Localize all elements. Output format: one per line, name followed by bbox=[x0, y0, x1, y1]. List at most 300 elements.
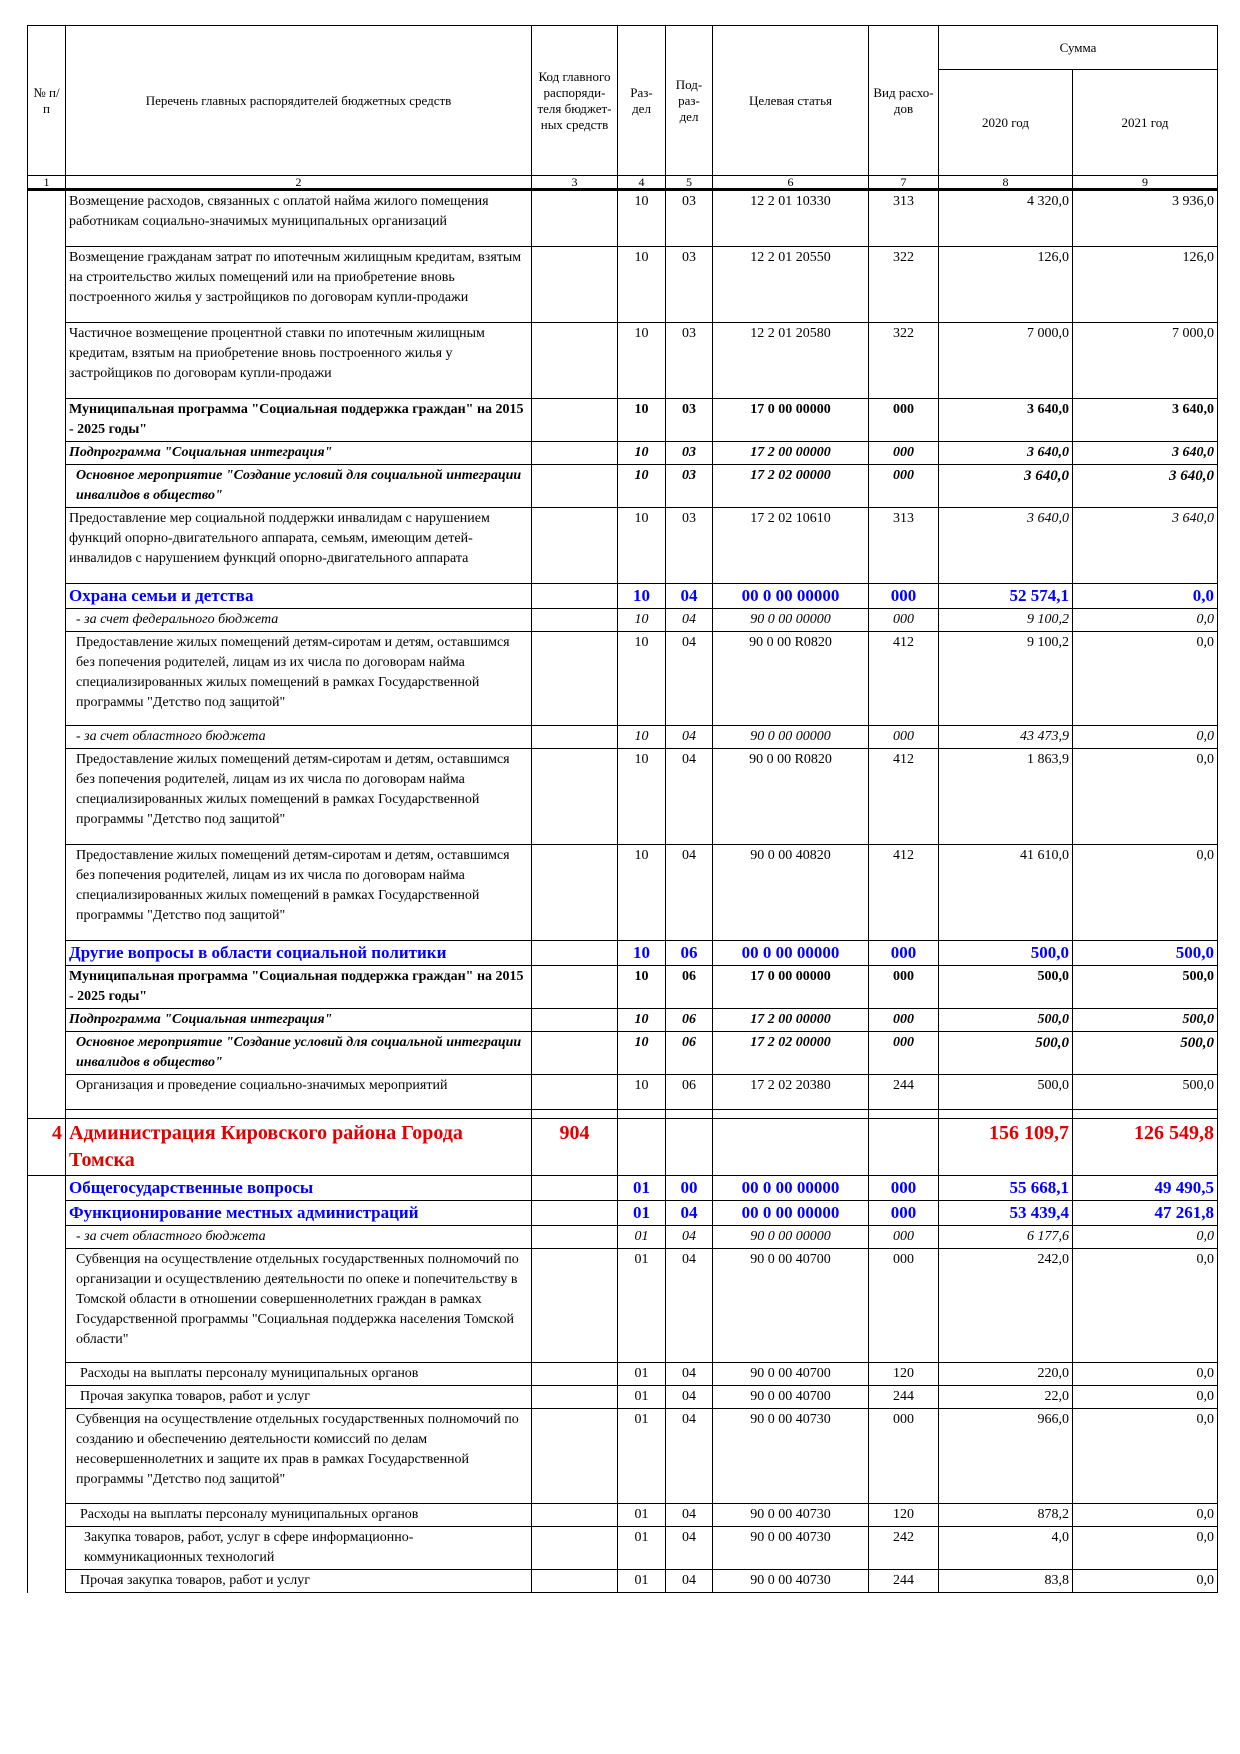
row-kind: 000 bbox=[869, 1226, 939, 1249]
row-num-cell bbox=[28, 749, 66, 845]
row-target: 90 0 00 40700 bbox=[713, 1249, 869, 1363]
row-code bbox=[532, 1249, 618, 1363]
row-sum-2020: 3 640,0 bbox=[939, 508, 1073, 584]
row-target: 00 0 00 00000 bbox=[713, 941, 869, 966]
row-name: Частичное возмещение процентной ставки по ипотечным жилищным кредитам, взятым на приобретение вновь построенного жилья у застройщиков по договорам купли-продажи bbox=[66, 323, 532, 399]
row-sum-2021: 0,0 bbox=[1073, 726, 1218, 749]
row-podrazdel: 04 bbox=[666, 1570, 713, 1593]
row-sum-2020: 4,0 bbox=[939, 1527, 1073, 1570]
table-row bbox=[28, 1226, 1218, 1249]
row-sum-2021: 500,0 bbox=[1073, 941, 1218, 966]
row-name: - за счет федерального бюджета bbox=[66, 609, 532, 632]
row-kind: 000 bbox=[869, 726, 939, 749]
row-sum-2020: 500,0 bbox=[939, 1009, 1073, 1032]
row-razdel: 01 bbox=[618, 1176, 666, 1201]
row-code bbox=[532, 323, 618, 399]
row-razdel: 01 bbox=[618, 1201, 666, 1226]
row-sum-2020: 220,0 bbox=[939, 1363, 1073, 1386]
row-code bbox=[532, 1226, 618, 1249]
row-target: 90 0 00 40730 bbox=[713, 1570, 869, 1593]
row-num-cell bbox=[28, 1009, 66, 1032]
row-sum-2020: 9 100,2 bbox=[939, 609, 1073, 632]
empty-cell bbox=[869, 1119, 939, 1176]
row-target: 90 0 00 00000 bbox=[713, 726, 869, 749]
row-podrazdel: 04 bbox=[666, 1226, 713, 1249]
row-sum-2021: 3 640,0 bbox=[1073, 465, 1218, 508]
row-razdel: 10 bbox=[618, 1032, 666, 1075]
row-target: 12 2 01 10330 bbox=[713, 190, 869, 247]
col-number: 2 bbox=[66, 176, 532, 190]
row-name: Общегосударственные вопросы bbox=[66, 1176, 532, 1201]
row-podrazdel: 06 bbox=[666, 1032, 713, 1075]
row-sum-2020: 83,8 bbox=[939, 1570, 1073, 1593]
row-name: Муниципальная программа "Социальная поддержка граждан" на 2015 - 2025 годы" bbox=[66, 966, 532, 1009]
row-code bbox=[532, 508, 618, 584]
admin-2021: 126 549,8 bbox=[1073, 1119, 1218, 1176]
row-name: Возмещение расходов, связанных с оплатой найма жилого помещения работникам социально-значимых муниципальных организаций bbox=[66, 190, 532, 247]
row-sum-2020: 500,0 bbox=[939, 1032, 1073, 1075]
row-name: Прочая закупка товаров, работ и услуг bbox=[66, 1386, 532, 1409]
row-sum-2021: 0,0 bbox=[1073, 1226, 1218, 1249]
row-num-cell bbox=[28, 1201, 66, 1226]
budget-table bbox=[27, 25, 1218, 1593]
row-razdel: 01 bbox=[618, 1363, 666, 1386]
row-sum-2020: 22,0 bbox=[939, 1386, 1073, 1409]
col-num-header: № п/п bbox=[28, 26, 66, 176]
row-num-cell bbox=[28, 323, 66, 399]
row-target: 90 0 00 R0820 bbox=[713, 749, 869, 845]
row-sum-2020: 3 640,0 bbox=[939, 399, 1073, 442]
table-row bbox=[28, 399, 1218, 442]
row-target: 17 0 00 00000 bbox=[713, 966, 869, 1009]
row-code bbox=[532, 966, 618, 1009]
table-row bbox=[28, 609, 1218, 632]
row-razdel: 01 bbox=[618, 1570, 666, 1593]
row-sum-2021: 0,0 bbox=[1073, 632, 1218, 726]
row-kind: 322 bbox=[869, 247, 939, 323]
row-razdel: 10 bbox=[618, 632, 666, 726]
table-row bbox=[28, 1527, 1218, 1570]
row-num-cell bbox=[28, 442, 66, 465]
row-sum-2021: 500,0 bbox=[1073, 1032, 1218, 1075]
col-number: 1 bbox=[28, 176, 66, 190]
row-sum-2020: 500,0 bbox=[939, 1075, 1073, 1110]
row-sum-2020: 9 100,2 bbox=[939, 632, 1073, 726]
row-code bbox=[532, 1570, 618, 1593]
admin-num: 4 bbox=[28, 1119, 66, 1176]
row-kind: 120 bbox=[869, 1363, 939, 1386]
admin-name: Администрация Кировского района Города Томска bbox=[66, 1119, 532, 1176]
row-code bbox=[532, 1504, 618, 1527]
table-row bbox=[28, 726, 1218, 749]
row-podrazdel: 04 bbox=[666, 726, 713, 749]
admin-code: 904 bbox=[532, 1119, 618, 1176]
row-sum-2020: 6 177,6 bbox=[939, 1226, 1073, 1249]
row-code bbox=[532, 1386, 618, 1409]
table-row bbox=[28, 1363, 1218, 1386]
row-code bbox=[532, 749, 618, 845]
row-num-cell bbox=[28, 726, 66, 749]
header-row-1 bbox=[28, 26, 1218, 70]
row-podrazdel: 04 bbox=[666, 1409, 713, 1504]
row-name: - за счет областного бюджета bbox=[66, 1226, 532, 1249]
col-code-header: Код главного распоряди-теля бюджет-ных средств bbox=[532, 26, 618, 176]
row-sum-2020: 500,0 bbox=[939, 941, 1073, 966]
table-row bbox=[28, 941, 1218, 966]
col-razdel-header: Раз-дел bbox=[618, 26, 666, 176]
row-kind: 412 bbox=[869, 749, 939, 845]
row-target: 00 0 00 00000 bbox=[713, 1201, 869, 1226]
row-target: 00 0 00 00000 bbox=[713, 1176, 869, 1201]
row-target: 12 2 01 20580 bbox=[713, 323, 869, 399]
col-number: 3 bbox=[532, 176, 618, 190]
row-num-cell bbox=[28, 508, 66, 584]
row-razdel: 01 bbox=[618, 1504, 666, 1527]
admin-2020: 156 109,7 bbox=[939, 1119, 1073, 1176]
row-sum-2020: 52 574,1 bbox=[939, 584, 1073, 609]
row-sum-2021: 3 936,0 bbox=[1073, 190, 1218, 247]
row-razdel: 10 bbox=[618, 749, 666, 845]
row-sum-2020: 126,0 bbox=[939, 247, 1073, 323]
row-name: Возмещение гражданам затрат по ипотечным жилищным кредитам, взятым на строительство жилых помещений или на приобретение вновь построенного жилья у застройщиков по договорам купли-продажи bbox=[66, 247, 532, 323]
row-sum-2020: 55 668,1 bbox=[939, 1176, 1073, 1201]
row-code bbox=[532, 941, 618, 966]
row-razdel: 10 bbox=[618, 609, 666, 632]
col-number: 5 bbox=[666, 176, 713, 190]
row-podrazdel: 04 bbox=[666, 1201, 713, 1226]
row-podrazdel: 03 bbox=[666, 465, 713, 508]
row-name: Предоставление жилых помещений детям-сиротам и детям, оставшимся без попечения родителей, лицам из их числа по договорам найма специализированных жилых помещений в рамках Государственной программы "Детство под защитой" bbox=[66, 749, 532, 845]
row-sum-2021: 0,0 bbox=[1073, 1386, 1218, 1409]
row-podrazdel: 04 bbox=[666, 1386, 713, 1409]
row-sum-2021: 500,0 bbox=[1073, 966, 1218, 1009]
row-sum-2020: 4 320,0 bbox=[939, 190, 1073, 247]
admin-row bbox=[28, 1119, 1218, 1176]
table-body-section-3 bbox=[28, 190, 1218, 1110]
table-row bbox=[28, 749, 1218, 845]
row-kind: 000 bbox=[869, 399, 939, 442]
row-target: 90 0 00 00000 bbox=[713, 609, 869, 632]
empty-cell bbox=[618, 1119, 666, 1176]
row-name: Субвенция на осуществление отдельных государственных полномочий по созданию и обеспечению деятельности комиссий по делам несовершеннолетних и защите их прав в рамках Государственной программы "Детство под защитой" bbox=[66, 1409, 532, 1504]
header-numbers-row bbox=[28, 176, 1218, 190]
row-kind: 000 bbox=[869, 1176, 939, 1201]
row-podrazdel: 03 bbox=[666, 323, 713, 399]
row-target: 17 0 00 00000 bbox=[713, 399, 869, 442]
row-sum-2020: 43 473,9 bbox=[939, 726, 1073, 749]
row-razdel: 10 bbox=[618, 323, 666, 399]
row-kind: 000 bbox=[869, 465, 939, 508]
row-sum-2021: 7 000,0 bbox=[1073, 323, 1218, 399]
empty-cell bbox=[666, 1119, 713, 1176]
row-kind: 000 bbox=[869, 941, 939, 966]
row-num-cell bbox=[28, 584, 66, 609]
row-target: 90 0 00 40700 bbox=[713, 1386, 869, 1409]
row-razdel: 10 bbox=[618, 941, 666, 966]
row-num-cell bbox=[28, 1386, 66, 1409]
row-target: 90 0 00 40730 bbox=[713, 1504, 869, 1527]
col-number: 9 bbox=[1073, 176, 1218, 190]
row-kind: 000 bbox=[869, 609, 939, 632]
table-row bbox=[28, 1075, 1218, 1110]
row-name: Подпрограмма "Социальная интеграция" bbox=[66, 442, 532, 465]
row-sum-2020: 41 610,0 bbox=[939, 845, 1073, 941]
row-target: 90 0 00 R0820 bbox=[713, 632, 869, 726]
row-sum-2021: 0,0 bbox=[1073, 609, 1218, 632]
row-razdel: 01 bbox=[618, 1527, 666, 1570]
row-num-cell bbox=[28, 966, 66, 1009]
row-podrazdel: 06 bbox=[666, 941, 713, 966]
row-kind: 242 bbox=[869, 1527, 939, 1570]
row-sum-2021: 0,0 bbox=[1073, 845, 1218, 941]
row-sum-2021: 0,0 bbox=[1073, 749, 1218, 845]
empty-cell bbox=[713, 1119, 869, 1176]
table-row bbox=[28, 966, 1218, 1009]
table-row bbox=[28, 1176, 1218, 1201]
row-podrazdel: 04 bbox=[666, 845, 713, 941]
row-name: Расходы на выплаты персоналу муниципальных органов bbox=[66, 1504, 532, 1527]
table-row bbox=[28, 1409, 1218, 1504]
row-razdel: 10 bbox=[618, 190, 666, 247]
row-code bbox=[532, 247, 618, 323]
col-target-header: Целевая статья bbox=[713, 26, 869, 176]
row-name: Закупка товаров, работ, услуг в сфере информационно-коммуникационных технологий bbox=[66, 1527, 532, 1570]
table-row bbox=[28, 1504, 1218, 1527]
row-code bbox=[532, 465, 618, 508]
row-kind: 412 bbox=[869, 632, 939, 726]
row-sum-2021: 47 261,8 bbox=[1073, 1201, 1218, 1226]
table-row bbox=[28, 584, 1218, 609]
row-razdel: 10 bbox=[618, 247, 666, 323]
row-num-cell bbox=[28, 190, 66, 247]
table-row bbox=[28, 1201, 1218, 1226]
row-num-cell bbox=[28, 1363, 66, 1386]
row-sum-2020: 878,2 bbox=[939, 1504, 1073, 1527]
row-podrazdel: 04 bbox=[666, 1527, 713, 1570]
row-sum-2021: 0,0 bbox=[1073, 1527, 1218, 1570]
row-num-cell bbox=[28, 941, 66, 966]
col-name-header: Перечень главных распорядителей бюджетных средств bbox=[66, 26, 532, 176]
row-sum-2021: 3 640,0 bbox=[1073, 442, 1218, 465]
row-podrazdel: 06 bbox=[666, 1075, 713, 1110]
row-kind: 322 bbox=[869, 323, 939, 399]
row-target: 90 0 00 40730 bbox=[713, 1409, 869, 1504]
row-razdel: 10 bbox=[618, 1075, 666, 1110]
col-number: 7 bbox=[869, 176, 939, 190]
row-sum-2020: 966,0 bbox=[939, 1409, 1073, 1504]
row-kind: 000 bbox=[869, 1409, 939, 1504]
table-row bbox=[28, 442, 1218, 465]
row-code bbox=[532, 1032, 618, 1075]
row-podrazdel: 04 bbox=[666, 632, 713, 726]
row-num-cell bbox=[28, 1570, 66, 1593]
row-code bbox=[532, 1075, 618, 1110]
table-row bbox=[28, 323, 1218, 399]
row-kind: 244 bbox=[869, 1075, 939, 1110]
row-razdel: 01 bbox=[618, 1226, 666, 1249]
row-podrazdel: 04 bbox=[666, 609, 713, 632]
row-podrazdel: 04 bbox=[666, 1363, 713, 1386]
row-code bbox=[532, 1527, 618, 1570]
row-target: 12 2 01 20550 bbox=[713, 247, 869, 323]
col-podrazdel-header: Под-раз-дел bbox=[666, 26, 713, 176]
row-kind: 000 bbox=[869, 1249, 939, 1363]
row-num-cell bbox=[28, 845, 66, 941]
row-kind: 244 bbox=[869, 1570, 939, 1593]
row-podrazdel: 03 bbox=[666, 190, 713, 247]
row-razdel: 10 bbox=[618, 1009, 666, 1032]
row-code bbox=[532, 609, 618, 632]
row-num-cell bbox=[28, 465, 66, 508]
row-code bbox=[532, 1176, 618, 1201]
row-podrazdel: 03 bbox=[666, 442, 713, 465]
row-sum-2021: 0,0 bbox=[1073, 584, 1218, 609]
table-row bbox=[28, 1009, 1218, 1032]
row-name: Расходы на выплаты персоналу муниципальных органов bbox=[66, 1363, 532, 1386]
row-target: 90 0 00 40730 bbox=[713, 1527, 869, 1570]
row-razdel: 10 bbox=[618, 966, 666, 1009]
row-kind: 313 bbox=[869, 508, 939, 584]
row-sum-2020: 7 000,0 bbox=[939, 323, 1073, 399]
table-row bbox=[28, 845, 1218, 941]
row-name: Подпрограмма "Социальная интеграция" bbox=[66, 1009, 532, 1032]
row-num-cell bbox=[28, 1226, 66, 1249]
row-sum-2021: 500,0 bbox=[1073, 1075, 1218, 1110]
row-name: Организация и проведение социально-значимых мероприятий bbox=[66, 1075, 532, 1110]
row-razdel: 01 bbox=[618, 1409, 666, 1504]
row-code bbox=[532, 845, 618, 941]
row-sum-2021: 0,0 bbox=[1073, 1363, 1218, 1386]
col-kind-header: Вид расхо-дов bbox=[869, 26, 939, 176]
row-name: Предоставление мер социальной поддержки инвалидам с нарушением функций опорно-двигательного аппарата, семьям, имеющим детей-инвалидов с нарушением функций опорно-двигательного аппарата bbox=[66, 508, 532, 584]
row-razdel: 10 bbox=[618, 465, 666, 508]
row-num-cell bbox=[28, 1249, 66, 1363]
row-kind: 120 bbox=[869, 1504, 939, 1527]
row-name: Предоставление жилых помещений детям-сиротам и детям, оставшимся без попечения родителей, лицам из их числа по договорам найма специализированных жилых помещений в рамках Государственной программы "Детство под защитой" bbox=[66, 632, 532, 726]
row-sum-2020: 3 640,0 bbox=[939, 465, 1073, 508]
row-podrazdel: 03 bbox=[666, 247, 713, 323]
row-sum-2020: 500,0 bbox=[939, 966, 1073, 1009]
row-kind: 000 bbox=[869, 442, 939, 465]
row-sum-2021: 0,0 bbox=[1073, 1504, 1218, 1527]
row-name: Прочая закупка товаров, работ и услуг bbox=[66, 1570, 532, 1593]
row-sum-2021: 0,0 bbox=[1073, 1249, 1218, 1363]
row-num-cell bbox=[28, 1504, 66, 1527]
row-name: - за счет областного бюджета bbox=[66, 726, 532, 749]
row-podrazdel: 06 bbox=[666, 966, 713, 1009]
row-podrazdel: 04 bbox=[666, 1249, 713, 1363]
row-kind: 000 bbox=[869, 1009, 939, 1032]
table-row bbox=[28, 1386, 1218, 1409]
row-razdel: 10 bbox=[618, 726, 666, 749]
row-kind: 000 bbox=[869, 966, 939, 1009]
row-code bbox=[532, 190, 618, 247]
col-number: 6 bbox=[713, 176, 869, 190]
col-number: 4 bbox=[618, 176, 666, 190]
table-body-admin bbox=[28, 1110, 1218, 1176]
row-name: Другие вопросы в области социальной политики bbox=[66, 941, 532, 966]
row-target: 17 2 00 00000 bbox=[713, 442, 869, 465]
table-row bbox=[28, 1249, 1218, 1363]
row-name: Субвенция на осуществление отдельных государственных полномочий по организации и осуществлению деятельности по опеке и попечительству в Томской области в отношении совершеннолетних граждан в рамках Государственной программы "Социальная поддержка населения Томской области" bbox=[66, 1249, 532, 1363]
row-target: 90 0 00 40700 bbox=[713, 1363, 869, 1386]
row-code bbox=[532, 726, 618, 749]
row-kind: 244 bbox=[869, 1386, 939, 1409]
row-podrazdel: 03 bbox=[666, 508, 713, 584]
row-num-cell bbox=[28, 1032, 66, 1075]
row-sum-2021: 0,0 bbox=[1073, 1570, 1218, 1593]
row-name: Основное мероприятие "Создание условий для социальной интеграции инвалидов в общество" bbox=[66, 1032, 532, 1075]
row-target: 17 2 02 20380 bbox=[713, 1075, 869, 1110]
row-sum-2020: 1 863,9 bbox=[939, 749, 1073, 845]
row-razdel: 10 bbox=[618, 508, 666, 584]
row-sum-2021: 126,0 bbox=[1073, 247, 1218, 323]
row-name: Функционирование местных администраций bbox=[66, 1201, 532, 1226]
row-code bbox=[532, 632, 618, 726]
row-target: 90 0 00 40820 bbox=[713, 845, 869, 941]
row-kind: 000 bbox=[869, 1032, 939, 1075]
table-body-section-4 bbox=[28, 1176, 1218, 1593]
row-num-cell bbox=[28, 1527, 66, 1570]
table-row bbox=[28, 508, 1218, 584]
row-num-cell bbox=[28, 1075, 66, 1110]
table-row bbox=[28, 190, 1218, 247]
row-kind: 000 bbox=[869, 584, 939, 609]
row-code bbox=[532, 1409, 618, 1504]
row-sum-2021: 500,0 bbox=[1073, 1009, 1218, 1032]
row-sum-2021: 49 490,5 bbox=[1073, 1176, 1218, 1201]
row-target: 00 0 00 00000 bbox=[713, 584, 869, 609]
row-code bbox=[532, 1201, 618, 1226]
row-razdel: 10 bbox=[618, 399, 666, 442]
row-podrazdel: 04 bbox=[666, 584, 713, 609]
row-code bbox=[532, 399, 618, 442]
row-target: 90 0 00 00000 bbox=[713, 1226, 869, 1249]
row-num-cell bbox=[28, 399, 66, 442]
row-sum-2021: 0,0 bbox=[1073, 1409, 1218, 1504]
row-code bbox=[532, 584, 618, 609]
row-kind: 313 bbox=[869, 190, 939, 247]
row-podrazdel: 03 bbox=[666, 399, 713, 442]
row-code bbox=[532, 1009, 618, 1032]
col-2020-header: 2020 год bbox=[939, 70, 1073, 176]
col-number: 8 bbox=[939, 176, 1073, 190]
row-kind: 412 bbox=[869, 845, 939, 941]
row-num-cell bbox=[28, 1176, 66, 1201]
row-target: 17 2 02 10610 bbox=[713, 508, 869, 584]
row-sum-2021: 3 640,0 bbox=[1073, 399, 1218, 442]
row-razdel: 01 bbox=[618, 1386, 666, 1409]
table-row bbox=[28, 632, 1218, 726]
row-name: Основное мероприятие "Создание условий для социальной интеграции инвалидов в общество" bbox=[66, 465, 532, 508]
row-num-cell bbox=[28, 632, 66, 726]
row-num-cell bbox=[28, 247, 66, 323]
row-target: 17 2 02 00000 bbox=[713, 1032, 869, 1075]
table-row bbox=[28, 1032, 1218, 1075]
table-row bbox=[28, 465, 1218, 508]
row-razdel: 10 bbox=[618, 584, 666, 609]
spacer-row bbox=[28, 1110, 1218, 1119]
row-target: 17 2 00 00000 bbox=[713, 1009, 869, 1032]
table-row bbox=[28, 247, 1218, 323]
row-sum-2020: 3 640,0 bbox=[939, 442, 1073, 465]
col-2021-header: 2021 год bbox=[1073, 70, 1218, 176]
budget-sheet bbox=[27, 25, 1217, 1593]
row-podrazdel: 00 bbox=[666, 1176, 713, 1201]
table-row bbox=[28, 1570, 1218, 1593]
row-razdel: 10 bbox=[618, 442, 666, 465]
row-target: 17 2 02 00000 bbox=[713, 465, 869, 508]
